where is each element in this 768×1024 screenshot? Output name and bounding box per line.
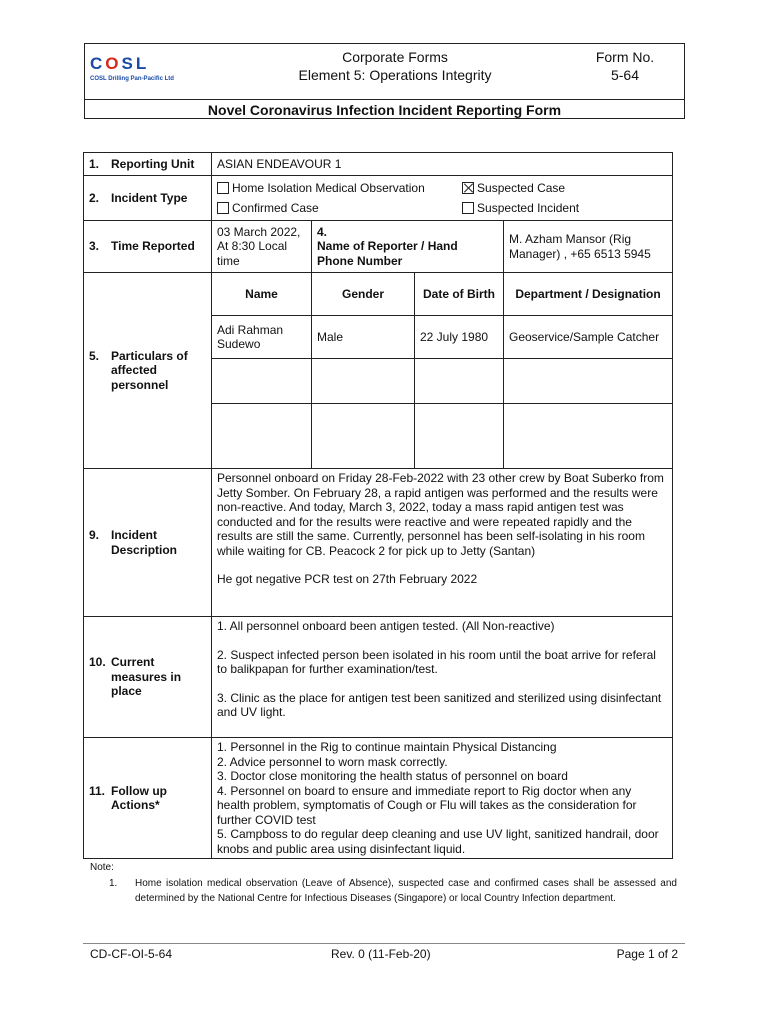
- footer-page: Page 1 of 2: [616, 947, 678, 961]
- col-header-dob: Date of Birth: [415, 273, 504, 316]
- form-number-block: [580, 48, 670, 84]
- note-text: Home isolation medical observation (Leave of Absence), suspected case and confirmed cases shall be assessed and determined by the National Centre for Infectious Diseases (Singapore) or local Country Infection department.: [135, 878, 677, 904]
- time-reported-label: [84, 221, 212, 273]
- measure-item: 1. All personnel onboard been antigen tested. (All Non-reactive): [217, 619, 555, 633]
- row-label: Reporting Unit: [111, 156, 195, 171]
- person-gender[interactable]: Male: [312, 316, 415, 359]
- note-label: Note:: [90, 862, 114, 873]
- footer-divider: [83, 943, 685, 944]
- footer-doc-code: CD-CF-OI-5-64: [90, 947, 173, 961]
- incident-description-value[interactable]: [212, 469, 673, 617]
- option-confirmed-case[interactable]: [217, 198, 319, 218]
- row-time-reported: [84, 221, 673, 273]
- follow-up-item: 3. Doctor close monitoring the health status of personnel on board: [217, 769, 568, 783]
- description-paragraph: Personnel onboard on Friday 28-Feb-2022 with 23 other crew by Boat Suberko from Jetty Somber. On February 28, a rapid antigen was performed and the results were non-reactive. And today, March 3, 2022, today a mass rapid antigen test was conducted and for the results were reactive and were repeated rapidly and the results are still the same. Currently, personnel has been self-isolating in his room while waiting for CB. Peacock 2 for pick up to Jetty (Santan): [217, 471, 664, 558]
- form-header: [84, 43, 685, 119]
- person-dob-empty[interactable]: [415, 404, 504, 469]
- particulars-label: [84, 273, 212, 469]
- row-follow-up: [84, 738, 673, 859]
- option-home-isolation[interactable]: [217, 178, 425, 198]
- incident-type-label: [84, 176, 212, 221]
- col-header-name: Name: [212, 273, 312, 316]
- row-incident-type: [84, 176, 673, 221]
- option-label: Suspected Incident: [477, 201, 580, 215]
- row-number: 3.: [89, 239, 100, 254]
- row-number: 10.: [89, 655, 106, 670]
- option-label: Suspected Case: [477, 181, 566, 195]
- person-department[interactable]: Geoservice/Sample Catcher: [504, 316, 673, 359]
- header-line1: Corporate Forms: [342, 49, 448, 65]
- form-title: Novel Coronavirus Infection Incident Reporting Form: [207, 102, 562, 118]
- checkbox-icon[interactable]: [462, 202, 474, 214]
- person-gender-empty[interactable]: [312, 404, 415, 469]
- person-dob-empty[interactable]: [415, 359, 504, 404]
- logo-text: COSL: [90, 54, 150, 73]
- footer-revision: Rev. 0 (11-Feb-20): [331, 947, 431, 961]
- col-header-department: Department / Designation: [504, 273, 673, 316]
- row-number: 2.: [89, 190, 100, 205]
- option-suspected-incident[interactable]: [462, 198, 582, 218]
- person-name-empty[interactable]: [212, 359, 312, 404]
- option-label: Confirmed Case: [232, 201, 319, 215]
- follow-up-item: 5. Campboss to do regular deep cleaning and use UV light, sanitized handrail, door knobs and public area using disinfectant liquid.: [217, 827, 659, 856]
- follow-up-label: [84, 738, 212, 859]
- row-number: 5.: [89, 348, 100, 363]
- row-reporting-unit: [84, 153, 673, 176]
- row-current-measures: [84, 617, 673, 738]
- row-incident-description: [84, 469, 673, 617]
- logo-subtitle: COSL Drilling Pan-Pacific Ltd: [90, 76, 174, 82]
- row-number: 1.: [89, 156, 100, 171]
- row-label: Incident Description: [111, 528, 178, 557]
- follow-up-item: 2. Advice personnel to worn mask correctly.: [217, 754, 448, 769]
- person-gender-empty[interactable]: [312, 359, 415, 404]
- follow-up-item: 4. Personnel on board to ensure and immediate report to Rig doctor when any health problem, symptomatis of Cough or Flu will takes as the consideration for further COVID test: [217, 783, 637, 827]
- measure-item: 2. Suspect infected person been isolated in his room until the boat arrive for referal to balikpapan for further examination/test.: [217, 647, 656, 676]
- current-measures-label: [84, 617, 212, 738]
- option-label: Home Isolation Medical Observation: [232, 181, 425, 195]
- checkbox-checked-icon[interactable]: [462, 182, 474, 194]
- row-number: 11.: [89, 783, 106, 798]
- person-dob[interactable]: 22 July 1980: [415, 316, 504, 359]
- row-label: Follow up Actions*: [111, 783, 167, 812]
- follow-up-value[interactable]: [212, 738, 673, 859]
- time-reported-value[interactable]: 03 March 2022, At 8:30 Local time: [212, 221, 312, 273]
- description-paragraph: He got negative PCR test on 27th February 2022: [217, 572, 478, 586]
- row-label: Time Reported: [111, 239, 195, 254]
- header-divider: [85, 99, 684, 100]
- measure-item: 3. Clinic as the place for antigen test been sanitized and sterilized using disinfectant and UV light.: [217, 690, 662, 719]
- checkbox-icon[interactable]: [217, 202, 229, 214]
- checkbox-icon[interactable]: [217, 182, 229, 194]
- col-header-gender: Gender: [312, 273, 415, 316]
- incident-type-options: [212, 176, 673, 221]
- person-department-empty[interactable]: [504, 359, 673, 404]
- header-center: [245, 48, 545, 84]
- header-line2: Element 5: Operations Integrity: [298, 67, 492, 83]
- row-label: Incident Type: [111, 190, 188, 205]
- row-particulars-header: [84, 273, 673, 316]
- row-number: 9.: [89, 528, 100, 542]
- person-name-empty[interactable]: [212, 404, 312, 469]
- person-name[interactable]: Adi Rahman Sudewo: [212, 316, 312, 359]
- option-suspected-case[interactable]: [462, 178, 582, 198]
- follow-up-item: 1. Personnel in the Rig to continue maintain Physical Distancing: [217, 740, 557, 754]
- note-number: 1.: [109, 878, 118, 889]
- row-label: Name of Reporter / Hand Phone Number: [317, 239, 458, 268]
- reporter-label: [312, 221, 504, 273]
- cosl-logo: [90, 54, 220, 94]
- form-no-value: 5-64: [610, 67, 640, 83]
- person-department-empty[interactable]: [504, 404, 673, 469]
- row-number: 4.: [317, 224, 328, 239]
- current-measures-value[interactable]: [212, 617, 673, 738]
- reporter-value[interactable]: M. Azham Mansor (Rig Manager) , +65 6513 5945: [504, 221, 673, 273]
- row-label: Particulars of affected personnel: [111, 348, 188, 392]
- report-form-table: [83, 152, 673, 859]
- note-item: [109, 876, 677, 906]
- row-label: Current measures in place: [111, 655, 182, 699]
- incident-description-label: [84, 469, 212, 617]
- reporting-unit-label: [84, 153, 212, 176]
- reporting-unit-value[interactable]: ASIAN ENDEAVOUR 1: [212, 153, 673, 176]
- form-no-label: Form No.: [595, 49, 655, 65]
